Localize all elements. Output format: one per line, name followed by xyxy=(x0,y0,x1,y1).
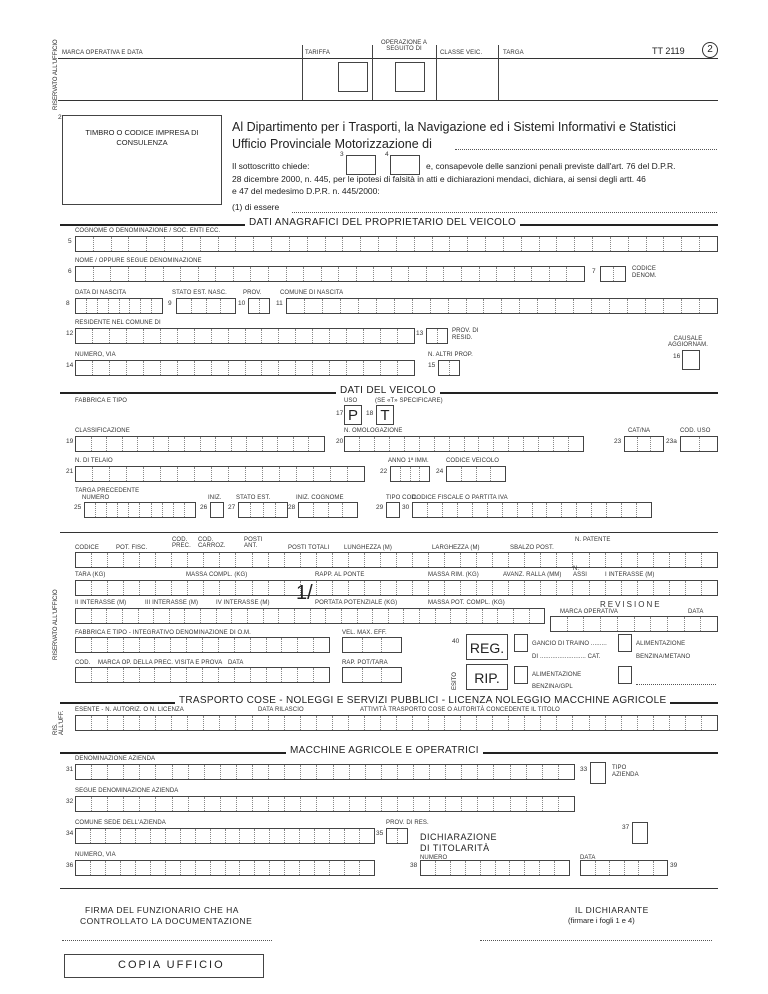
iniz-field[interactable] xyxy=(210,502,224,518)
operazione-box[interactable] xyxy=(395,62,425,92)
causale-field[interactable] xyxy=(682,350,700,370)
fabbrica-integr-field[interactable] xyxy=(75,637,330,653)
section-trasporto: TRASPORTO COSE - NOLEGGI E SERVIZI PUBBLICI - LICENZA NOLEGGIO MACCHINE AGRICOLE xyxy=(175,695,670,706)
comune-nascita-field[interactable] xyxy=(286,298,718,314)
denominazione-azienda-field[interactable] xyxy=(75,764,575,780)
copia-ufficio-label: COPIA UFFICIO xyxy=(118,959,225,971)
tech-row-2[interactable] xyxy=(75,580,718,596)
reg-box[interactable]: REG. xyxy=(466,634,508,660)
firmare-note: (firmare i fogli 1 e 4) xyxy=(568,916,635,925)
chiede-box-4[interactable] xyxy=(390,155,420,175)
alimentazione-metano-check[interactable] xyxy=(618,634,632,652)
cognome-field[interactable] xyxy=(75,236,718,252)
riservato-tech: RISERVATO ALL'UFFICIO xyxy=(53,589,59,660)
address-line2: Ufficio Provinciale Motorizzazione di xyxy=(232,137,432,151)
tariffa-label: TARIFFA xyxy=(305,50,330,56)
section-veicolo: DATI DEL VEICOLO xyxy=(336,385,440,396)
stamp-box-label: TIMBRO O CODICE IMPRESA DI CONSULENZA xyxy=(85,128,199,147)
section-anagrafici: DATI ANAGRAFICI DEL PROPRIETARIO DEL VEICOLO xyxy=(245,217,520,228)
ris-uff: RIS. ALL'UFF. xyxy=(53,710,65,735)
classe-label: CLASSE VEIC. xyxy=(440,50,483,56)
section-macchine: MACCHINE AGRICOLE E OPERATRICI xyxy=(286,745,483,756)
codice-denom-field[interactable] xyxy=(600,266,626,282)
prov-field[interactable] xyxy=(248,298,270,314)
marca-label: MARCA OPERATIVA E DATA xyxy=(62,50,143,56)
extra-check[interactable] xyxy=(618,666,632,684)
numero-via-azienda-field[interactable] xyxy=(75,860,375,876)
tech-row-1[interactable] xyxy=(75,552,718,568)
riservato-header: RISERVATO ALL'UFFICIO xyxy=(53,39,59,110)
rip-box[interactable]: RIP. xyxy=(466,664,508,690)
firma-funzionario-line[interactable] xyxy=(62,940,272,941)
comune-sede-field[interactable] xyxy=(75,828,375,844)
revisione-field[interactable] xyxy=(550,616,718,632)
tech-row-3[interactable] xyxy=(75,608,545,624)
titolarita-check[interactable] xyxy=(632,822,648,844)
vel-max-field[interactable] xyxy=(342,637,402,653)
targa-prec-field[interactable] xyxy=(84,502,196,518)
esito-label: ESITO xyxy=(452,672,458,690)
dichiarazione-label: DICHIARAZIONE xyxy=(420,832,498,842)
prov-resid-field[interactable] xyxy=(426,328,448,344)
nome-field[interactable] xyxy=(75,266,585,282)
anno-imm-field[interactable] xyxy=(390,466,430,482)
codice-veicolo-field[interactable] xyxy=(446,466,506,482)
data-nascita-field[interactable] xyxy=(75,298,163,314)
stato-est-field[interactable] xyxy=(176,298,236,314)
marca-op-prec-field[interactable] xyxy=(75,667,330,683)
gancio-check[interactable] xyxy=(514,634,528,652)
alimentazione-gpl-check[interactable] xyxy=(514,666,528,684)
titolarita-label: DI TITOLARITÀ xyxy=(420,843,490,853)
trasporto-row[interactable] xyxy=(75,715,718,731)
form-number: 2 xyxy=(702,42,718,58)
stato-est-targa-field[interactable] xyxy=(238,502,288,518)
residente-field[interactable] xyxy=(75,328,415,344)
tipo-cod-field[interactable] xyxy=(386,502,400,518)
dichiarante-label: IL DICHIARANTE xyxy=(575,905,649,915)
catina-field[interactable] xyxy=(624,436,664,452)
telaio-field[interactable] xyxy=(75,466,365,482)
tipo-azienda-field[interactable] xyxy=(590,762,606,784)
classificazione-field[interactable] xyxy=(75,436,325,452)
rap-pot-tara-field[interactable] xyxy=(342,667,402,683)
titolarita-data-field[interactable] xyxy=(580,860,668,876)
iniz-cognome-field[interactable] xyxy=(298,502,358,518)
omologazione-field[interactable] xyxy=(344,436,584,452)
uso-t-field[interactable]: T xyxy=(376,405,394,425)
operazione-label: OPERAZIONE A SEGUITO DI xyxy=(381,40,427,52)
segue-denominazione-field[interactable] xyxy=(75,796,575,812)
revisione-label: REVISIONE xyxy=(600,600,662,609)
altri-prop-field[interactable] xyxy=(438,360,460,376)
firma-funzionario-1: FIRMA DEL FUNZIONARIO CHE HA xyxy=(85,905,239,915)
chiede-label: Il sottoscritto chiede: xyxy=(232,161,310,171)
cod-uso-field[interactable] xyxy=(680,436,718,452)
chiede-box-3[interactable] xyxy=(346,155,376,175)
firma-dichiarante-line[interactable] xyxy=(480,940,712,941)
titolarita-numero-field[interactable] xyxy=(420,860,570,876)
uso-field[interactable]: P xyxy=(344,405,362,425)
firma-funzionario-2: CONTROLLATO LA DOCUMENTAZIONE xyxy=(80,916,253,926)
prov-res-field[interactable] xyxy=(386,828,408,844)
cf-piva-field[interactable] xyxy=(412,502,652,518)
targa-label: TARGA xyxy=(503,50,524,56)
numero-via-field[interactable] xyxy=(75,360,415,376)
address-line1: Al Dipartimento per i Trasporti, la Navigazione ed i Sistemi Informativi e Statistici xyxy=(232,120,676,134)
tariffa-box[interactable] xyxy=(338,62,368,92)
slash-mark: 1/ xyxy=(296,582,313,604)
form-code: TT 2119 xyxy=(652,46,685,56)
essere-label: (1) di essere xyxy=(232,202,280,212)
